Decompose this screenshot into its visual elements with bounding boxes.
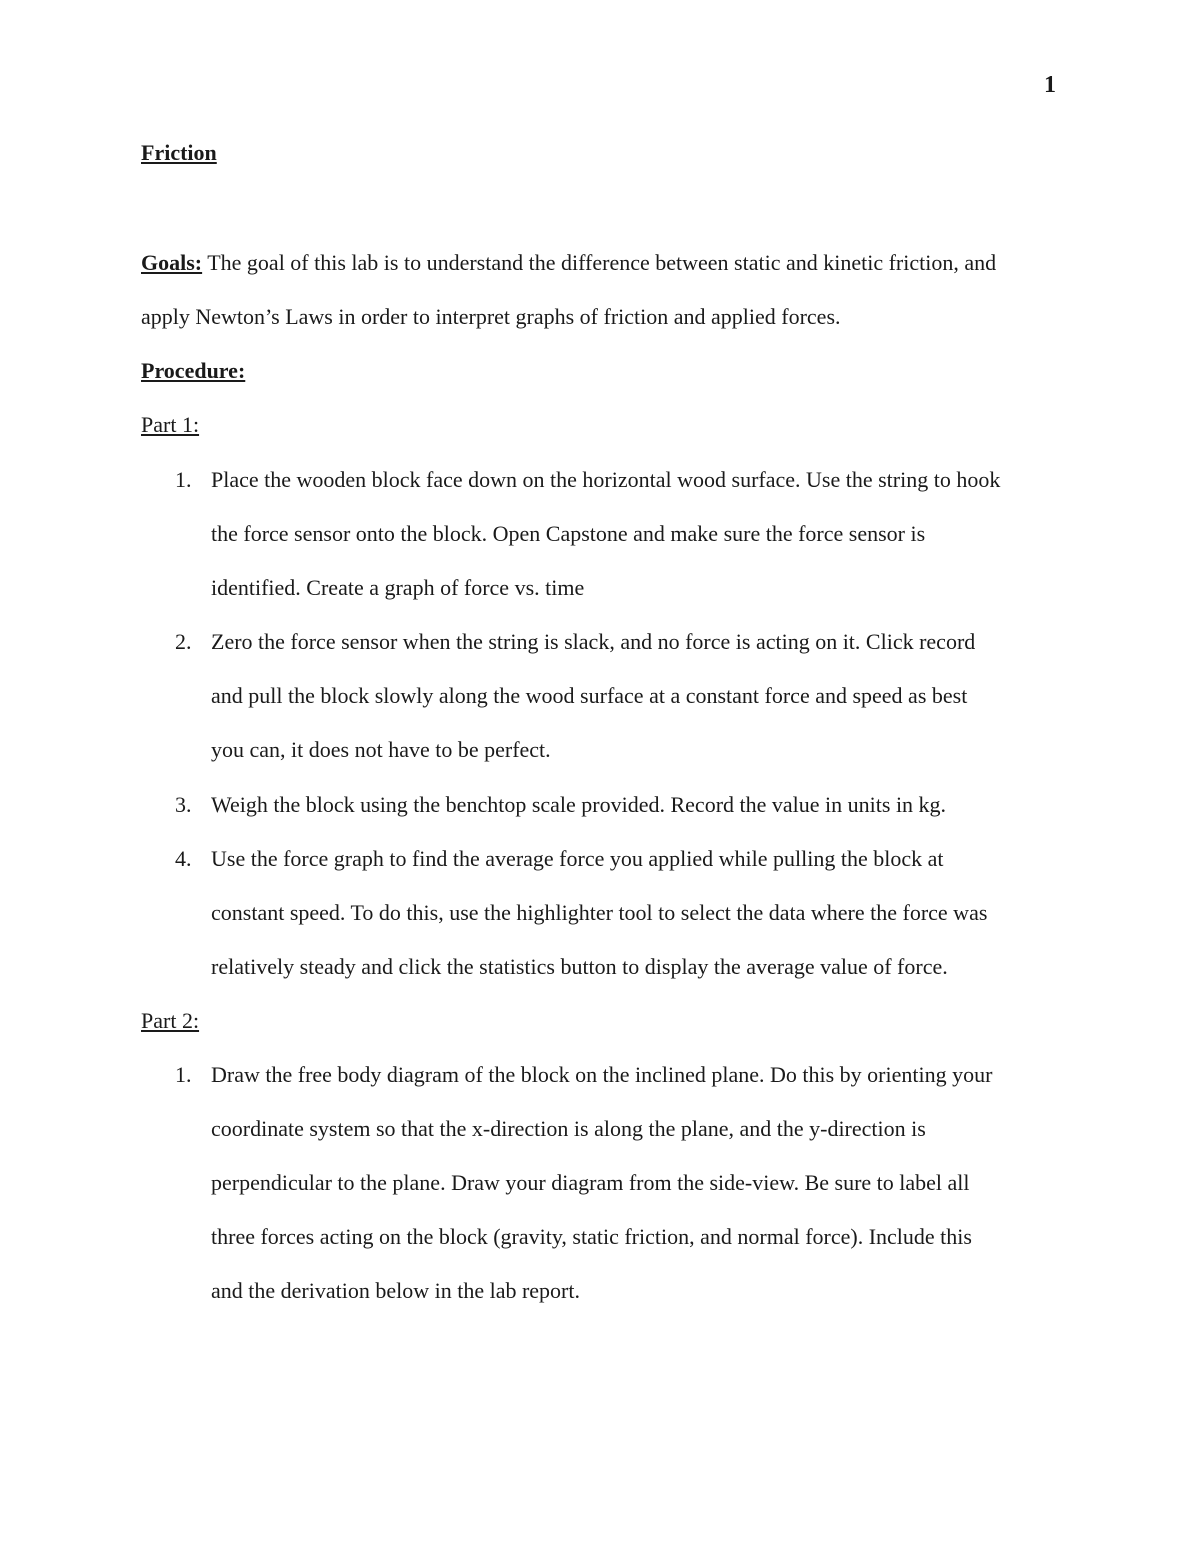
part2-item-1-line-4: three forces acting on the block (gravity, static friction, and normal force). Include this: [211, 1224, 972, 1249]
part2-heading: Part 2:: [141, 1008, 200, 1033]
part2-item-1-line-3: perpendicular to the plane. Draw your diagram from the side-view. Be sure to label all: [211, 1170, 970, 1195]
part2-item-1-number: 1.: [175, 1062, 192, 1087]
part1-item-4-line-1: Use the force graph to find the average force you applied while pulling the block at: [211, 846, 944, 871]
part1-item-2-line-2: and pull the block slowly along the wood surface at a constant force and speed as best: [211, 683, 968, 708]
part1-item-4-number: 4.: [175, 846, 192, 871]
goals-line-2: apply Newton’s Laws in order to interpret graphs of friction and applied forces.: [141, 304, 841, 329]
part1-item-1-line-3: identified. Create a graph of force vs. time: [211, 575, 585, 600]
part1-item-2-number: 2.: [175, 629, 192, 654]
part2-item-1-line-2: coordinate system so that the x-direction is along the plane, and the y-direction is: [211, 1116, 926, 1141]
goals-line-1: [141, 250, 996, 276]
document-title: Friction: [141, 140, 217, 165]
part1-heading: Part 1:: [141, 412, 200, 437]
part2-item-1-line-1: Draw the free body diagram of the block on the inclined plane. Do this by orienting your: [211, 1062, 993, 1087]
part1-item-3-line-1: Weigh the block using the benchtop scale provided. Record the value in units in kg.: [211, 792, 947, 817]
part1-item-1-number: 1.: [175, 467, 192, 492]
part1-item-2-line-3: you can, it does not have to be perfect.: [211, 737, 551, 762]
procedure-heading: Procedure:: [141, 358, 246, 383]
part1-item-2-line-1: Zero the force sensor when the string is slack, and no force is acting on it. Click record: [211, 629, 976, 654]
goals-text-1: The goal of this lab is to understand the difference between static and kinetic friction, and: [202, 250, 997, 275]
part2-item-1-line-5: and the derivation below in the lab report.: [211, 1278, 580, 1303]
part1-item-4-line-3: relatively steady and click the statistics button to display the average value of force.: [211, 954, 948, 979]
part1-item-4-line-2: constant speed. To do this, use the highlighter tool to select the data where the force was: [211, 900, 988, 925]
part1-item-3-number: 3.: [175, 792, 192, 817]
part1-item-1-line-2: the force sensor onto the block. Open Capstone and make sure the force sensor is: [211, 521, 926, 546]
page-number: 1: [1044, 72, 1056, 98]
goals-label: Goals:: [141, 250, 203, 275]
part1-item-1-line-1: Place the wooden block face down on the horizontal wood surface. Use the string to hook: [211, 467, 1001, 492]
